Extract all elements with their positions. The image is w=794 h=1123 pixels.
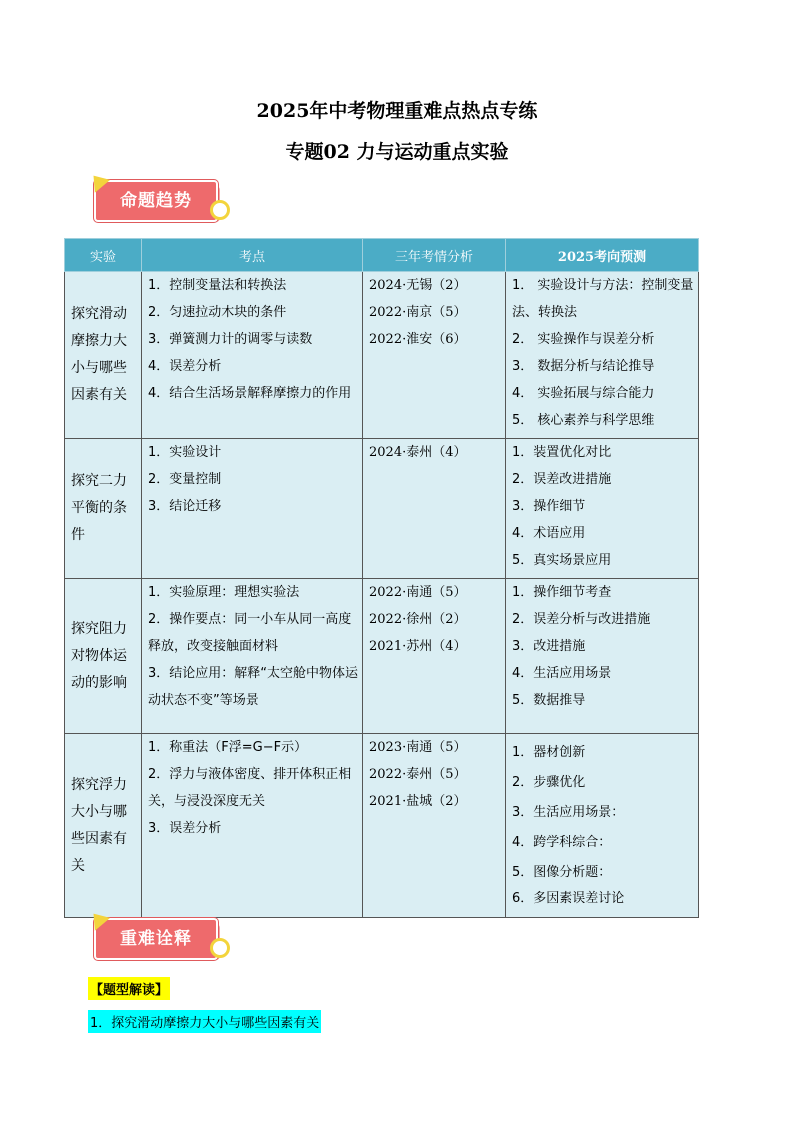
list-item: 4．跨学科综合： [512, 835, 612, 850]
list-item: 3．误差分析 [148, 821, 222, 836]
experiment-cell: 探究阻力对物体运动的影响 [65, 579, 142, 734]
list-item: 1．器材创新 [512, 745, 586, 760]
points-cell [142, 439, 363, 579]
experiment-cell: 探究浮力大小与哪些因素有关 [65, 734, 142, 918]
predictions-cell [506, 734, 699, 918]
experiment-cell: 探究滑动摩擦力大小与哪些因素有关 [65, 272, 142, 439]
list-item: 5．数据推导 [512, 693, 586, 708]
list-item: 1．实验设计 [148, 445, 222, 460]
list-item: 5．真实场景应用 [512, 553, 612, 568]
table-row [65, 439, 699, 579]
records-cell [363, 734, 506, 918]
list-item: 1．操作细节考查 [512, 585, 612, 600]
list-item: 3． 数据分析与结论推导 [512, 359, 655, 374]
list-item: 2．步骤优化 [512, 775, 586, 790]
trend-banner-label: 命题趋势 [94, 180, 218, 222]
list-item: 2． 实验操作与误差分析 [512, 332, 655, 347]
list-item: 5．图像分析题： [512, 865, 612, 880]
document-title: 2025年中考物理重难点热点专练 [256, 100, 538, 122]
list-item: 2．操作要点：同一小车从同一高度释放，改变接触面材料 [148, 612, 352, 654]
header-predictions: 2025考向预测 [506, 239, 699, 272]
table-row [65, 734, 699, 918]
highlighted-heading: 1．探究滑动摩擦力大小与哪些因素有关 [88, 1010, 321, 1033]
records-cell [363, 272, 506, 439]
table-row [65, 579, 699, 734]
points-cell [142, 272, 363, 439]
list-item: 2022·徐州（2） [369, 612, 467, 627]
explain-banner [94, 916, 226, 966]
list-item: 2．浮力与液体密度、排开体积正相关，与浸没深度无关 [148, 767, 352, 809]
list-item: 1．称重法（F浮=G−F示） [148, 740, 308, 755]
list-item: 4．术语应用 [512, 526, 586, 541]
predictions-cell [506, 272, 699, 439]
list-item: 3．结论迁移 [148, 499, 222, 514]
list-item: 1． 实验设计与方法：控制变量法、转换法 [512, 278, 694, 320]
predictions-cell [506, 439, 699, 579]
experiment-cell: 探究二力平衡的条件 [65, 439, 142, 579]
list-item: 1．实验原理：理想实验法 [148, 585, 300, 600]
list-item: 3．改进措施 [512, 639, 586, 654]
list-item: 3．生活应用场景： [512, 805, 625, 820]
list-item: 4．结合生活场景解释摩擦力的作用 [148, 386, 352, 401]
header-points: 考点 [142, 239, 363, 272]
list-item: 2022·南通（5） [369, 585, 467, 600]
records-cell [363, 579, 506, 734]
explain-banner-label: 重难诠释 [94, 918, 218, 960]
records-cell [363, 439, 506, 579]
list-item: 1．装置优化对比 [512, 445, 612, 460]
list-item: 4． 实验拓展与综合能力 [512, 386, 655, 401]
points-cell [142, 579, 363, 734]
list-item: 2．变量控制 [148, 472, 222, 487]
list-item: 2021·苏州（4） [369, 639, 467, 654]
list-item: 3．结论应用：解释“太空舱中物体运动状态不变”等场景 [148, 666, 359, 708]
header-experiment: 实验 [65, 239, 142, 272]
question-type-tag: 【题型解读】 [88, 977, 170, 1000]
list-item: 5． 核心素养与科学思维 [512, 413, 655, 428]
points-cell [142, 734, 363, 918]
list-item: 4．误差分析 [148, 359, 222, 374]
list-item: 2022·淮安（6） [369, 332, 467, 347]
header-records: 三年考情分析 [363, 239, 506, 272]
document-subtitle: 专题02 力与运动重点实验 [285, 141, 509, 163]
ring-icon [210, 200, 230, 220]
list-item: 2．匀速拉动木块的条件 [148, 305, 287, 320]
exam-trend-table [64, 238, 699, 918]
list-item: 2．误差分析与改进措施 [512, 612, 651, 627]
list-item: 6．多因素误差讨论 [512, 891, 625, 906]
list-item: 2021·盐城（2） [369, 794, 467, 809]
table-header-row [65, 239, 699, 272]
predictions-cell [506, 579, 699, 734]
list-item: 2023·南通（5） [369, 740, 467, 755]
list-item: 2．误差改进措施 [512, 472, 612, 487]
table-row [65, 272, 699, 439]
ring-icon [210, 938, 230, 958]
list-item: 2022·南京（5） [369, 305, 467, 320]
list-item: 4．生活应用场景 [512, 666, 612, 681]
trend-banner [94, 178, 226, 228]
list-item: 2022·泰州（5） [369, 767, 467, 782]
list-item: 2024·泰州（4） [369, 445, 467, 460]
list-item: 3．操作细节 [512, 499, 586, 514]
list-item: 3．弹簧测力计的调零与读数 [148, 332, 313, 347]
list-item: 2024·无锡（2） [369, 278, 467, 293]
list-item: 1．控制变量法和转换法 [148, 278, 287, 293]
